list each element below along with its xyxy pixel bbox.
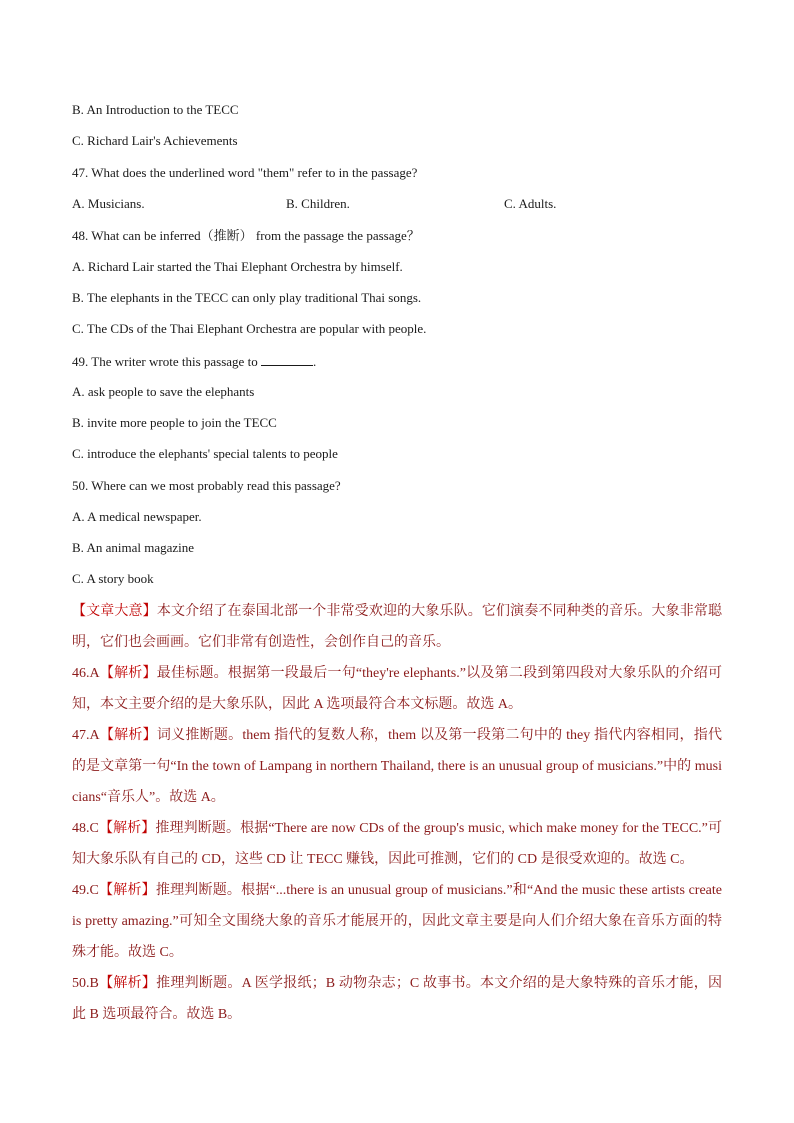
- analysis-49: [72, 875, 722, 968]
- analysis-48-label: 【解析】: [98, 821, 156, 836]
- q48-option-c: C. The CDs of the Thai Elephant Orchestra are popular with people.: [72, 321, 427, 336]
- analysis-47: [72, 720, 722, 813]
- q50-option-a: A. A medical newspaper.: [72, 509, 202, 524]
- q47-option-c: C. Adults.: [504, 196, 557, 211]
- analysis-50-label: 【解析】: [98, 976, 157, 991]
- analysis-49-label: 【解析】: [98, 883, 156, 898]
- analysis-46: [72, 658, 722, 720]
- analysis-48-text: 推理判断题。根据“There are now CDs of the group's music, which make money for the TECC.”可知大象乐队有自己的 CD，这些 CD 让 TECC 赚钱，因此可推测，它们的 CD 是很受欢迎的。故选 C。: [72, 821, 722, 867]
- q50-option-b: B. An animal magazine: [72, 540, 195, 555]
- analysis-50-answer: 50.B: [72, 976, 99, 991]
- analysis-50: [72, 968, 722, 1030]
- analysis-50-text: 推理判断题。A 医学报纸；B 动物杂志；C 故事书。本文介绍的是大象特殊的音乐才能，因此 B 选项最符合。故选 B。: [72, 976, 723, 1022]
- analysis-47-text: 词义推断题。them 指代的复数人称，them 以及第一段第二句中的 they 指代内容相同，指代的是文章第一句“In the town of Lampang in northern Thailand, there is an unusual group of musicians.”中的 musicians“音乐人”。故选 A。: [72, 728, 723, 805]
- analysis-46-label: 【解析】: [99, 666, 157, 681]
- q48-question: 48. What can be inferred（推断） from the passage the passage？: [72, 228, 420, 243]
- q47-question: 47. What does the underlined word "them" refer to in the passage?: [72, 165, 418, 180]
- analysis-49-answer: 49.C: [72, 883, 99, 898]
- q47-option-b: B. Children.: [286, 196, 350, 211]
- analysis-47-answer: 47.A: [72, 728, 100, 743]
- summary-paragraph: [72, 596, 722, 658]
- q50-option-c: C. A story book: [72, 571, 154, 586]
- analysis-46-text: 最佳标题。根据第一段最后一句“they're elephants.”以及第二段到第四段对大象乐队的介绍可知，本文主要介绍的是大象乐队，因此 A 选项最符合本文标题。故选 A。: [72, 666, 723, 712]
- analysis-49-text: 推理判断题。根据“...there is an unusual group of musicians.”和“And the music these artists create is pretty amazing.”可知全文围绕大象的音乐才能展开的，因此文章主要是向人们介绍大象在音乐方面的特殊才能。故选 C。: [72, 883, 723, 960]
- q48-option-b: B. The elephants in the TECC can only play traditional Thai songs.: [72, 290, 422, 305]
- q49-question: [72, 353, 316, 370]
- q49-option-a: A. ask people to save the elephants: [72, 384, 255, 399]
- analysis-48: [72, 813, 722, 875]
- summary-text: 本文介绍了在泰国北部一个非常受欢迎的大象乐队。它们演奏不同种类的音乐。大象非常聪明，它们也会画画。它们非常有创造性，会创作自己的音乐。: [72, 604, 723, 650]
- q46-option-c: C. Richard Lair's Achievements: [72, 133, 238, 148]
- summary-label: 【文章大意】: [72, 604, 157, 619]
- q49-option-b: B. invite more people to join the TECC: [72, 415, 277, 430]
- q46-option-b: B. An Introduction to the TECC: [72, 102, 239, 117]
- q47-option-a: A. Musicians.: [72, 196, 145, 211]
- answer-blank: [261, 353, 313, 366]
- q49-question-text: 49. The writer wrote this passage to: [72, 354, 261, 369]
- analysis-47-label: 【解析】: [99, 728, 157, 743]
- analysis-48-answer: 48.C: [72, 821, 99, 836]
- q48-option-a: A. Richard Lair started the Thai Elephant Orchestra by himself.: [72, 259, 403, 274]
- analysis-46-answer: 46.A: [72, 666, 100, 681]
- q49-option-c: C. introduce the elephants' special talents to people: [72, 446, 338, 461]
- q49-question-end: .: [312, 354, 317, 369]
- q50-question: 50. Where can we most probably read this passage?: [72, 478, 341, 493]
